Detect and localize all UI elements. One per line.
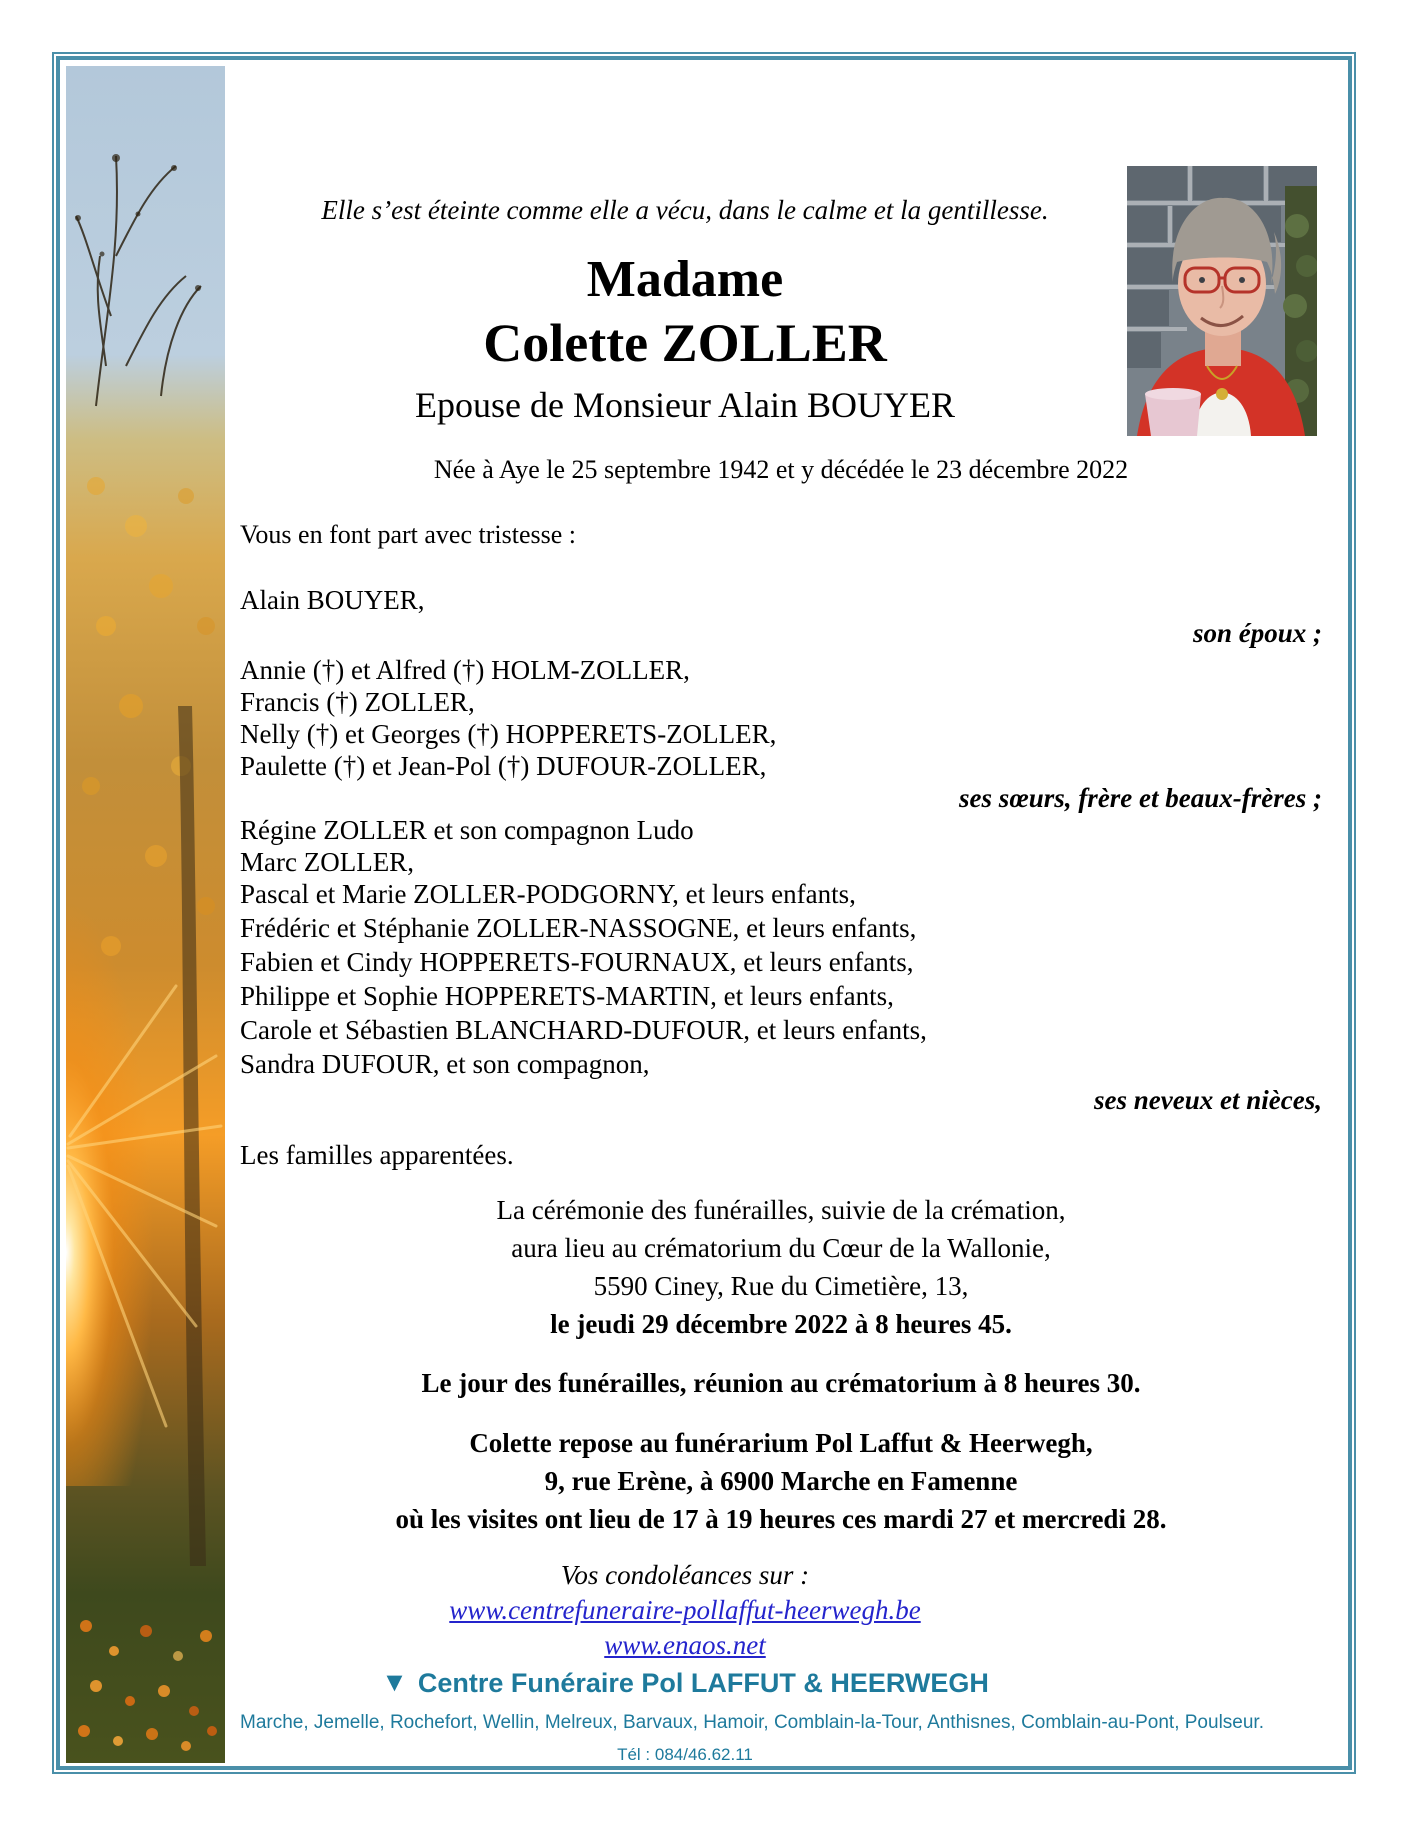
nephew-name: Philippe et Sophie HOPPERETS-MARTIN, et leurs enfants, <box>240 981 894 1011</box>
husband-name: Alain BOUYER, <box>240 585 425 615</box>
birth-death-line: Née à Aye le 25 septembre 1942 et y décédée le 23 décembre 2022 <box>433 455 1129 484</box>
ceremony-line: La cérémonie des funérailles, suivie de la crémation, <box>496 1195 1066 1225</box>
funeral-home-link[interactable]: www.centrefuneraire-pollaffut-heerwegh.be <box>449 1595 921 1625</box>
nephew-name: Sandra DUFOUR, et son compagnon, <box>240 1049 650 1079</box>
epigraph: Elle s’est éteinte comme elle a vécu, dans le calme et la gentillesse. <box>321 195 1049 225</box>
sibling-name: Annie (†) et Alfred (†) HOLM-ZOLLER, <box>240 655 690 685</box>
siblings-relation: ses sœurs, frère et beaux-frères ; <box>959 783 1322 813</box>
repose-line: Colette repose au funérarium Pol Laffut & Heerwegh, <box>469 1428 1093 1458</box>
condolences-label: Vos condoléances sur : <box>560 1560 810 1590</box>
ceremony-line: aura lieu au crématorium du Cœur de la Wallonie, <box>511 1233 1051 1263</box>
sibling-name: Paulette (†) et Jean-Pol (†) DUFOUR-ZOLLER, <box>240 751 767 781</box>
footer-phone: Tél : 084/46.62.11 <box>617 1745 753 1764</box>
spouse-line: Epouse de Monsieur Alain BOUYER <box>415 385 955 425</box>
husband-relation: son époux ; <box>1192 618 1322 648</box>
deceased-title: Madame <box>586 251 784 308</box>
nephew-name: Frédéric et Stéphanie ZOLLER-NASSOGNE, et leurs enfants, <box>240 913 917 943</box>
footer-locations: Marche, Jemelle, Rochefort, Wellin, Melreux, Barvaux, Hamoir, Comblain-la-Tour, Anthisnes, Comblain-au-Pont, Poulseur. <box>240 1712 1264 1733</box>
sibling-name: Nelly (†) et Georges (†) HOPPERETS-ZOLLER, <box>240 719 777 749</box>
autumn-trees-illustration <box>66 66 225 1763</box>
funeral-home-brand <box>240 1668 1130 1699</box>
portrait-photo <box>1127 166 1317 436</box>
meeting-line: Le jour des funérailles, réunion au crématorium à 8 heures 30. <box>421 1368 1141 1398</box>
nephew-name: Régine ZOLLER et son compagnon Ludo <box>240 815 694 845</box>
autumn-trees-photo <box>66 66 225 1763</box>
announce-line: Vous en font part avec tristesse : <box>240 520 576 549</box>
families-line: Les familles apparentées. <box>240 1140 514 1170</box>
condolences-link-wrap <box>240 1595 1130 1626</box>
repose-line: où les visites ont lieu de 17 à 19 heures ces mardi 27 et mercredi 28. <box>395 1504 1167 1534</box>
portrait-illustration <box>1127 166 1317 436</box>
brand-text: Centre Funéraire Pol LAFFUT & HEERWEGH <box>417 1668 989 1698</box>
enaos-link[interactable]: www.enaos.net <box>604 1630 766 1660</box>
down-triangle-icon: ▼ <box>381 1667 408 1697</box>
sibling-name: Francis (†) ZOLLER, <box>240 687 475 717</box>
repose-line: 9, rue Erène, à 6900 Marche en Famenne <box>544 1466 1018 1496</box>
nephews-relation: ses neveux et nièces, <box>1094 1085 1322 1115</box>
nephew-name: Fabien et Cindy HOPPERETS-FOURNAUX, et leurs enfants, <box>240 947 914 977</box>
ceremony-line: 5590 Ciney, Rue du Cimetière, 13, <box>593 1271 969 1301</box>
enaos-link-wrap <box>240 1630 1130 1661</box>
nephew-name: Carole et Sébastien BLANCHARD-DUFOUR, et leurs enfants, <box>240 1015 927 1045</box>
nephew-name: Marc ZOLLER, <box>240 847 414 877</box>
nephew-name: Pascal et Marie ZOLLER-PODGORNY, et leurs enfants, <box>240 879 856 909</box>
ceremony-date-line: le jeudi 29 décembre 2022 à 8 heures 45. <box>550 1309 1012 1339</box>
deceased-name: Colette ZOLLER <box>483 313 887 373</box>
